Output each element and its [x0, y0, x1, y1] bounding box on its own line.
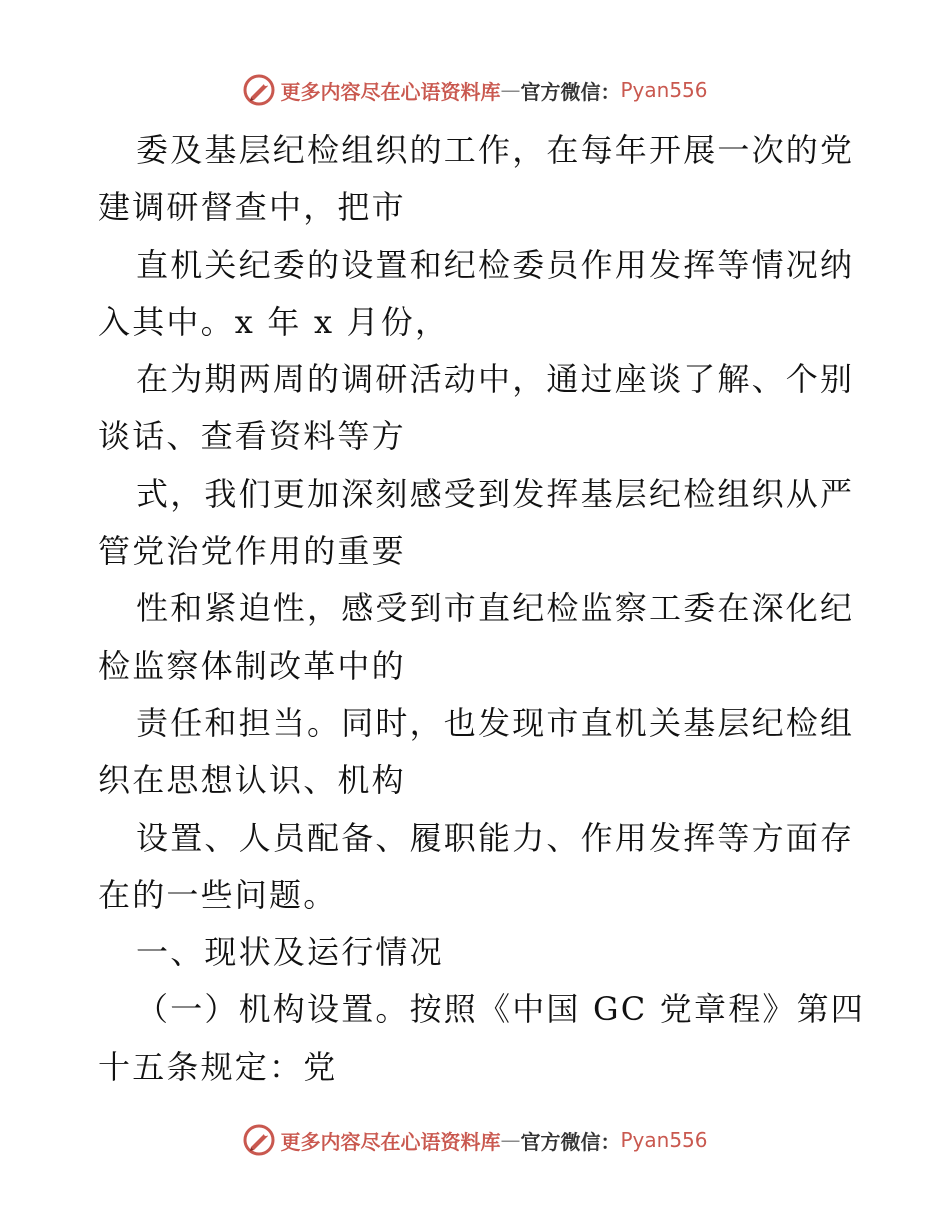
banner-dash: —	[500, 78, 521, 102]
body-line: 织在思想认识、机构	[98, 761, 406, 800]
body-line: 责任和担当。同时，也发现市直机关基层纪检组	[136, 703, 855, 742]
body-line: 在的一些问题。	[98, 875, 338, 914]
body-line: 设置、人员配备、履职能力、作用发挥等方面存	[136, 818, 855, 857]
body-line: 检监察体制改革中的	[98, 646, 406, 685]
body-line: 委及基层纪检组织的工作，在每年开展一次的党	[136, 131, 855, 169]
section-heading: 一、现状及运行情况	[136, 933, 444, 972]
body-line: 谈话、查看资料等方	[98, 417, 406, 456]
banner-wechat-id: Pyan556	[620, 78, 708, 102]
body-line: 在为期两周的调研活动中，通过座谈了解、个别	[136, 360, 855, 399]
banner-main-text: 更多内容尽在心语资料库	[280, 79, 501, 104]
body-line: 建调研督查中，把市	[98, 188, 406, 227]
banner-wechat-id: Pyan556	[620, 1128, 708, 1152]
body-line: 式，我们更加深刻感受到发挥基层纪检组织从严	[136, 474, 855, 513]
body-line: 直机关纪委的设置和纪检委员作用发挥等情况纳	[136, 245, 855, 284]
banner-label: 官方微信：	[520, 79, 621, 104]
logo-icon	[242, 73, 276, 107]
body-line: 入其中。x 年 x 月份，	[98, 302, 450, 341]
banner-label: 官方微信：	[520, 1129, 621, 1154]
body-line: 性和紧迫性，感受到市直纪检监察工委在深化纪	[136, 589, 855, 628]
body-line: 管党治党作用的重要	[98, 532, 406, 571]
body-line: （一）机构设置。按照《中国 GC 党章程》第四	[136, 990, 865, 1029]
banner-dash: —	[500, 1128, 521, 1152]
page-footer-banner	[0, 1120, 950, 1160]
logo-icon	[242, 1123, 276, 1157]
body-line: 十五条规定：党	[98, 1047, 338, 1086]
page-header-banner	[0, 70, 950, 110]
document-body	[98, 122, 865, 1096]
banner-main-text: 更多内容尽在心语资料库	[280, 1129, 501, 1154]
